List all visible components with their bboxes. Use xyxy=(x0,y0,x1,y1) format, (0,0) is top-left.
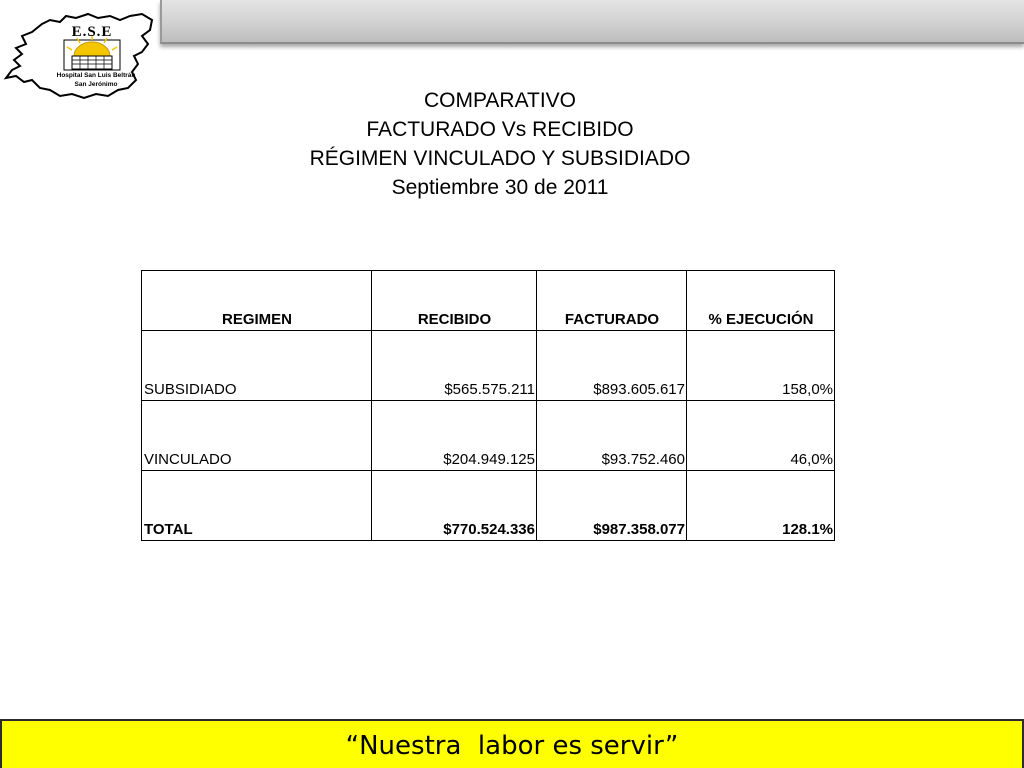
cell-recibido: $565.575.211 xyxy=(372,331,537,401)
table-row xyxy=(142,331,835,401)
cell-regimen: TOTAL xyxy=(142,471,372,541)
logo-location: San Jerónimo xyxy=(74,81,118,88)
title-line-2: FACTURADO Vs RECIBIDO xyxy=(366,118,634,141)
table-row-total xyxy=(142,471,835,541)
footer-slogan: “Nuestra labor es servir” xyxy=(345,731,679,761)
title-line-1: COMPARATIVO xyxy=(423,89,577,112)
cell-regimen: SUBSIDIADO xyxy=(142,331,372,401)
column-header-recibido: RECIBIDO xyxy=(372,271,537,331)
table-header-row xyxy=(142,271,835,331)
logo-title: E.S.E xyxy=(71,24,113,40)
logo-hospital-name: Hospital San Luis Beltrán xyxy=(56,72,136,79)
cell-recibido: $770.524.336 xyxy=(372,471,537,541)
cell-facturado: $893.605.617 xyxy=(537,331,687,401)
column-header-facturado: FACTURADO xyxy=(537,271,687,331)
cell-ejecucion: 158,0% xyxy=(687,331,835,401)
cell-recibido: $204.949.125 xyxy=(372,401,537,471)
column-header-ejecucion: % EJECUCIÓN xyxy=(687,271,835,331)
column-header-regimen: REGIMEN xyxy=(142,271,372,331)
cell-ejecucion: 46,0% xyxy=(687,401,835,471)
page-title xyxy=(200,86,800,202)
table-row xyxy=(142,401,835,471)
footer-banner xyxy=(0,719,1024,768)
cell-regimen: VINCULADO xyxy=(142,401,372,471)
hospital-logo xyxy=(2,10,160,100)
comparison-table xyxy=(141,270,835,541)
header-bar xyxy=(160,0,1024,44)
cell-facturado: $987.358.077 xyxy=(537,471,687,541)
title-line-4: Septiembre 30 de 2011 xyxy=(391,176,609,199)
title-line-3: RÉGIMEN VINCULADO Y SUBSIDIADO xyxy=(309,147,691,170)
cell-ejecucion: 128.1% xyxy=(687,471,835,541)
cell-facturado: $93.752.460 xyxy=(537,401,687,471)
